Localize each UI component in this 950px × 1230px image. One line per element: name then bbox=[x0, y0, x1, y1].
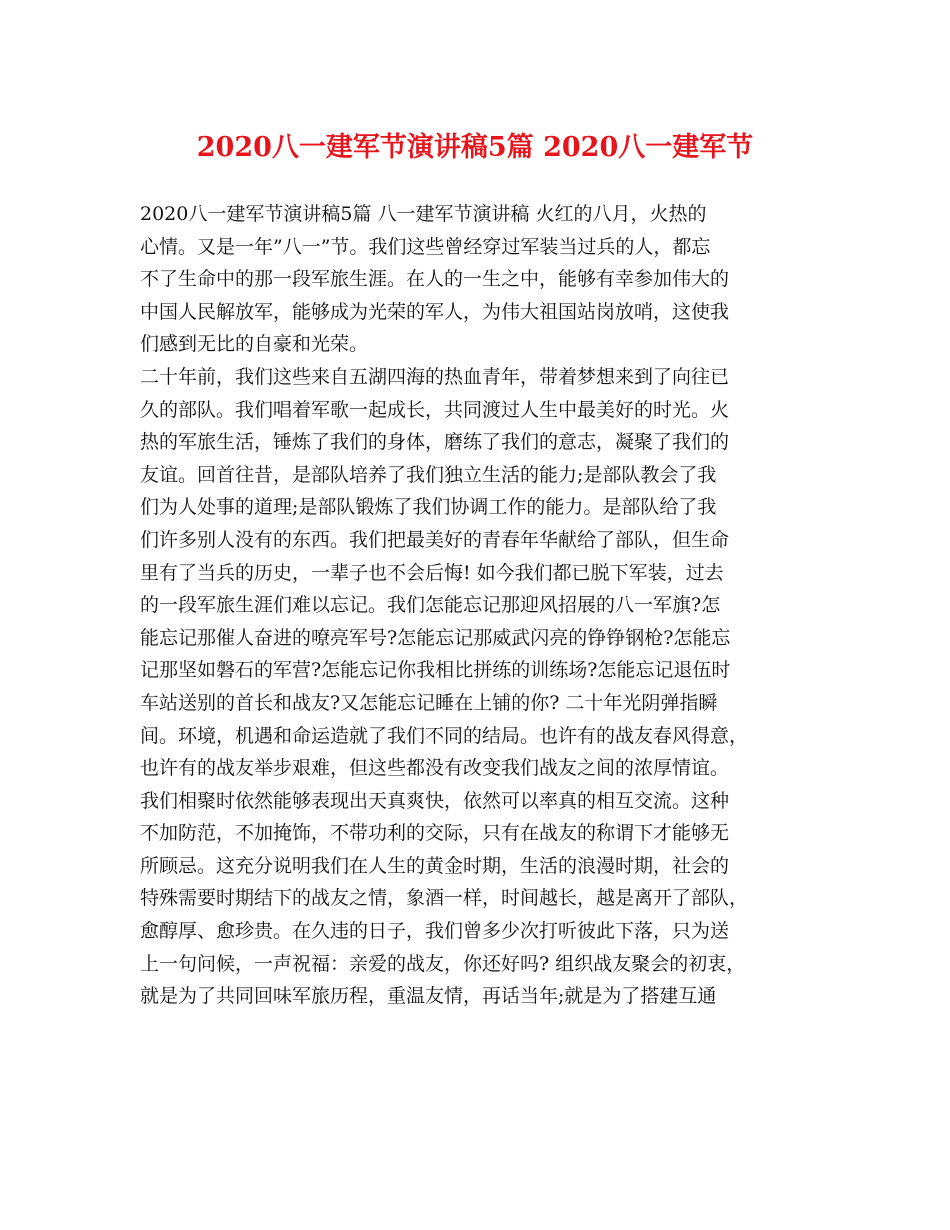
text-line: 特殊需要时期结下的战友之情，象酒一样，时间越长，越是离开了部队， bbox=[140, 887, 749, 910]
text-line: 的一段军旅生涯们难以忘记。我们怎能忘记那迎风招展的八一军旗?怎 bbox=[140, 594, 721, 617]
text-line: 久的部队。我们唱着军歌一起成长，共同渡过人生中最美好的时光。火 bbox=[140, 398, 730, 421]
text-line: 里有了当兵的历史，一辈子也不会后悔! 如今我们都已脱下军装，过去 bbox=[140, 561, 724, 584]
text-line: 我们相聚时依然能够表现出天真爽快，依然可以率真的相互交流。这种 bbox=[140, 789, 730, 812]
text-line: 也许有的战友举步艰难，但这些都没有改变我们战友之间的浓厚情谊。 bbox=[140, 757, 730, 780]
text-line: 不了生命中的那一段军旅生涯。在人的一生之中，能够有幸参加伟大的 bbox=[140, 268, 730, 291]
text-line: 间。环境，机遇和命运造就了我们不同的结局。也许有的战友春风得意， bbox=[140, 724, 749, 747]
text-line: 们感到无比的自豪和光荣。 bbox=[140, 333, 369, 356]
text-line: 车站送别的首长和战友?又怎能忘记睡在上铺的你? 二十年光阴弹指瞬 bbox=[140, 691, 718, 714]
text-line: 上一句问候，一声祝福：亲爱的战友，你还好吗? 组织战友聚会的初衷， bbox=[140, 952, 746, 975]
document-body bbox=[140, 198, 820, 1013]
text-line: 所顾忌。这充分说明我们在人生的黄金时期，生活的浪漫时期，社会的 bbox=[140, 854, 730, 877]
text-line: 二十年前，我们这些来自五湖四海的热血青年，带着梦想来到了向往已 bbox=[140, 365, 730, 388]
text-line: 不加防范，不加掩饰，不带功利的交际，只有在战友的称谓下才能够无 bbox=[140, 822, 730, 845]
text-line: 心情。又是一年”八一”节。我们这些曾经穿过军装当过兵的人，都忘 bbox=[140, 235, 711, 258]
text-line: 们许多别人没有的东西。我们把最美好的青春年华献给了部队，但生命 bbox=[140, 528, 730, 551]
text-line: 热的军旅生活，锤炼了我们的身体，磨练了我们的意志，凝聚了我们的 bbox=[140, 431, 730, 454]
text-line: 友谊。回首往昔，是部队培养了我们独立生活的能力;是部队教会了我 bbox=[140, 463, 717, 486]
text-line: 能忘记那催人奋进的嘹亮军号?怎能忘记那威武闪亮的铮铮钢枪?怎能忘 bbox=[140, 626, 731, 649]
text-line: 2020八一建军节演讲稿5篇 八一建军节演讲稿 火红的八月，火热的 bbox=[140, 203, 707, 225]
text-line: 中国人民解放军，能够成为光荣的军人，为伟大祖国站岗放哨，这使我 bbox=[140, 300, 730, 323]
text-line: 记那坚如磐石的军营?怎能忘记你我相比拼练的训练场?怎能忘记退伍时 bbox=[140, 659, 731, 682]
text-line: 愈醇厚、愈珍贵。在久违的日子，我们曾多少次打听彼此下落，只为送 bbox=[140, 920, 730, 943]
text-line: 就是为了共同回味军旅历程，重温友情，再话当年;就是为了搭建互通 bbox=[140, 985, 717, 1008]
text-line: 们为人处事的道理;是部队锻炼了我们协调工作的能力。是部队给了我 bbox=[140, 496, 717, 519]
document-title: 2020八一建军节演讲稿5篇 2020八一建军节 bbox=[196, 132, 754, 163]
